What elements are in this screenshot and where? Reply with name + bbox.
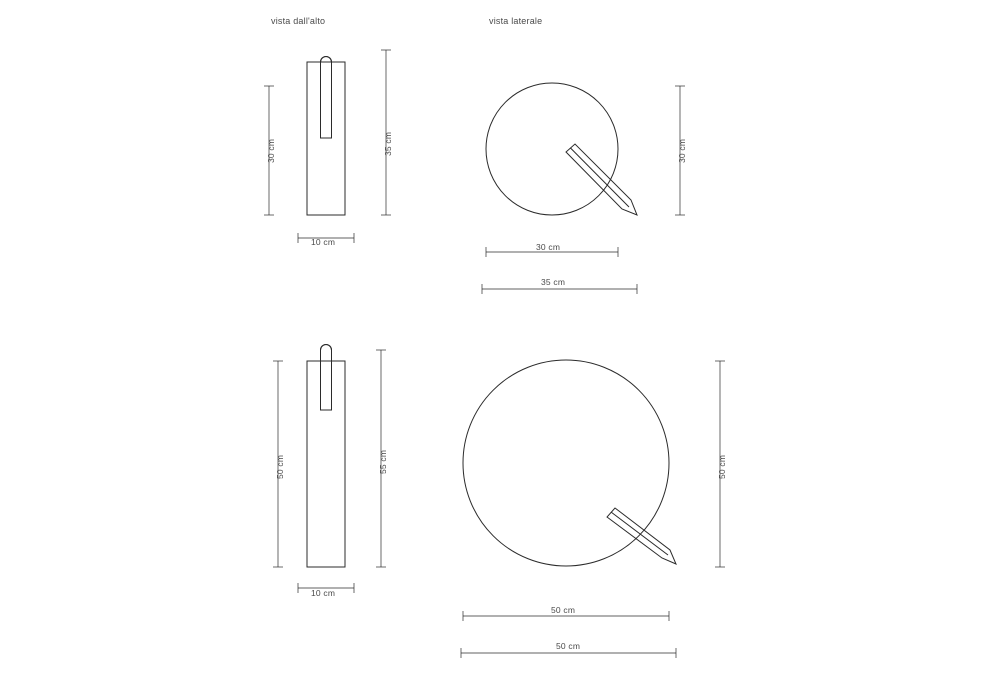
upper-side-view-dimlines xyxy=(482,86,685,294)
lower-top-view-geometry xyxy=(307,345,345,568)
lower-top-view-handle xyxy=(321,345,332,411)
label-vista-laterale: vista laterale xyxy=(489,16,543,26)
lower-top-view-dimlines xyxy=(273,350,386,593)
upper-top-view-dimlines xyxy=(264,50,391,243)
lower-side-view-geometry xyxy=(463,360,676,566)
dim-lower-side-height-50: 50 cm xyxy=(717,454,727,479)
lower-top-view-handle-cap xyxy=(321,345,332,351)
lower-top-view-body xyxy=(307,361,345,567)
lower-side-view-handle-center xyxy=(611,512,668,555)
lower-side-view-dimlines xyxy=(461,361,725,658)
dim-lower-top-width-10: 10 cm xyxy=(311,588,336,598)
dim-upper-side-width-35: 35 cm xyxy=(541,277,566,287)
upper-side-view-disc xyxy=(486,83,618,215)
upper-side-view-geometry xyxy=(486,83,637,215)
upper-top-view-handle xyxy=(321,57,332,139)
upper-top-view-geometry xyxy=(307,57,345,216)
dim-lower-side-width-50b: 50 cm xyxy=(556,641,581,651)
dim-lower-top-height-50: 50 cm xyxy=(275,454,285,479)
dim-upper-side-height-30: 30 cm xyxy=(677,138,687,163)
dim-upper-top-height-30: 30 cm xyxy=(266,138,276,163)
dim-upper-top-width-10: 10 cm xyxy=(311,237,336,247)
upper-side-view-handle-center xyxy=(571,148,630,207)
dim-upper-side-width-30: 30 cm xyxy=(536,242,561,252)
label-vista-dall-alto: vista dall'alto xyxy=(271,16,326,26)
dim-lower-side-width-50a: 50 cm xyxy=(551,605,576,615)
dim-upper-top-height-35: 35 cm xyxy=(383,131,393,156)
dim-lower-top-height-55: 55 cm xyxy=(378,449,388,474)
upper-top-view-handle-cap xyxy=(321,57,332,62)
lower-side-view-disc xyxy=(463,360,669,566)
